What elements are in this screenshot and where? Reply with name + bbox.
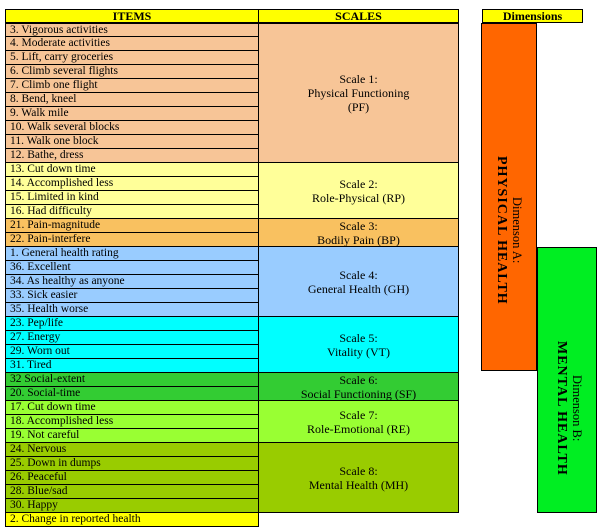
item-row: 28. Blue/sad (5, 485, 259, 499)
item-row: 34. As healthy as anyone (5, 275, 259, 289)
item-row: 14. Accomplished less (5, 177, 259, 191)
scale-title: Scale 8: (339, 463, 378, 478)
scale-name: Bodily Pain (BP) (317, 232, 400, 247)
scales-column (258, 23, 459, 513)
item-row: 25. Down in dumps (5, 457, 259, 471)
scale-title: Scale 4: (339, 267, 378, 282)
item-row: 3. Vigorous activities (5, 23, 259, 37)
scale-name: Role-Physical (RP) (312, 190, 405, 205)
item-row: 12. Bathe, dress (5, 149, 259, 163)
item-row: 1. General health rating (5, 247, 259, 261)
item-row: 35. Health worse (5, 303, 259, 317)
scale-cell-3 (258, 219, 459, 247)
item-row: 33. Sick easier (5, 289, 259, 303)
items-column (5, 23, 259, 527)
item-row: 21. Pain-magnitude (5, 219, 259, 233)
dimension-a-title: Dimenson A: (510, 196, 524, 264)
item-row: 32 Social-extent (5, 373, 259, 387)
scale-cell-4 (258, 247, 459, 317)
item-row: 2. Change in reported health (5, 513, 259, 527)
item-row: 11. Walk one block (5, 135, 259, 149)
item-row: 18. Accomplished less (5, 415, 259, 429)
scale-name: Role-Emotional (RE) (307, 421, 410, 436)
scale-name: Mental Health (MH) (308, 477, 409, 492)
item-row: 29. Worn out (5, 345, 259, 359)
item-row: 20. Social-time (5, 387, 259, 401)
scale-title: Scale 7: (339, 407, 378, 422)
scale-name: Social Functioning (SF) (300, 386, 417, 401)
scale-name: Physical Functioning (307, 86, 410, 100)
scale-name: Vitality (VT) (327, 344, 390, 359)
item-row: 23. Pep/life (5, 317, 259, 331)
item-row: 36. Excellent (5, 261, 259, 275)
items-header: ITEMS (5, 9, 259, 23)
item-row: 30. Happy (5, 499, 259, 513)
item-row: 9. Walk mile (5, 107, 259, 121)
item-row: 4. Moderate activities (5, 37, 259, 51)
item-row: 22. Pain-interfere (5, 233, 259, 247)
scale-abbr: (PF) (347, 100, 370, 114)
scale-cell-1 (258, 23, 459, 163)
item-row: 7. Climb one flight (5, 79, 259, 93)
item-row: 10. Walk several blocks (5, 121, 259, 135)
scale-title: Scale 2: (339, 176, 378, 191)
item-row: 6. Climb several flights (5, 65, 259, 79)
scale-cell-2 (258, 163, 459, 219)
item-row: 19. Not careful (5, 429, 259, 443)
item-row: 17. Cut down time (5, 401, 259, 415)
scale-title: Scale 1: (339, 72, 378, 86)
scale-cell-6 (258, 373, 459, 401)
dimension-a-name: PHYSICAL HEALTH (494, 155, 509, 305)
item-row: 13. Cut down time (5, 163, 259, 177)
scale-title: Scale 6: (339, 372, 378, 387)
scale-cell-8 (258, 443, 459, 513)
item-row: 27. Energy (5, 331, 259, 345)
dimension-a-label (493, 130, 524, 330)
scales-header: SCALES (258, 9, 459, 23)
scale-cell-5 (258, 317, 459, 373)
item-row: 16. Had difficulty (5, 205, 259, 219)
item-row: 26. Peaceful (5, 471, 259, 485)
dimension-b-name: MENTAL HEALTH (554, 340, 569, 476)
item-row: 31. Tired (5, 359, 259, 373)
scale-name: General Health (GH) (307, 281, 410, 296)
item-row: 5. Lift, carry groceries (5, 51, 259, 65)
dimensions-header: Dimensions (482, 9, 583, 23)
item-row: 8. Bend, kneel (5, 93, 259, 107)
item-row: 15. Limited in kind (5, 191, 259, 205)
item-row: 24. Nervous (5, 443, 259, 457)
dimension-b-label (553, 318, 584, 498)
dimension-b-title: Dimenson B: (570, 374, 584, 442)
scale-cell-7 (258, 401, 459, 443)
scale-title: Scale 5: (339, 330, 378, 345)
scale-title: Scale 3: (339, 218, 378, 233)
